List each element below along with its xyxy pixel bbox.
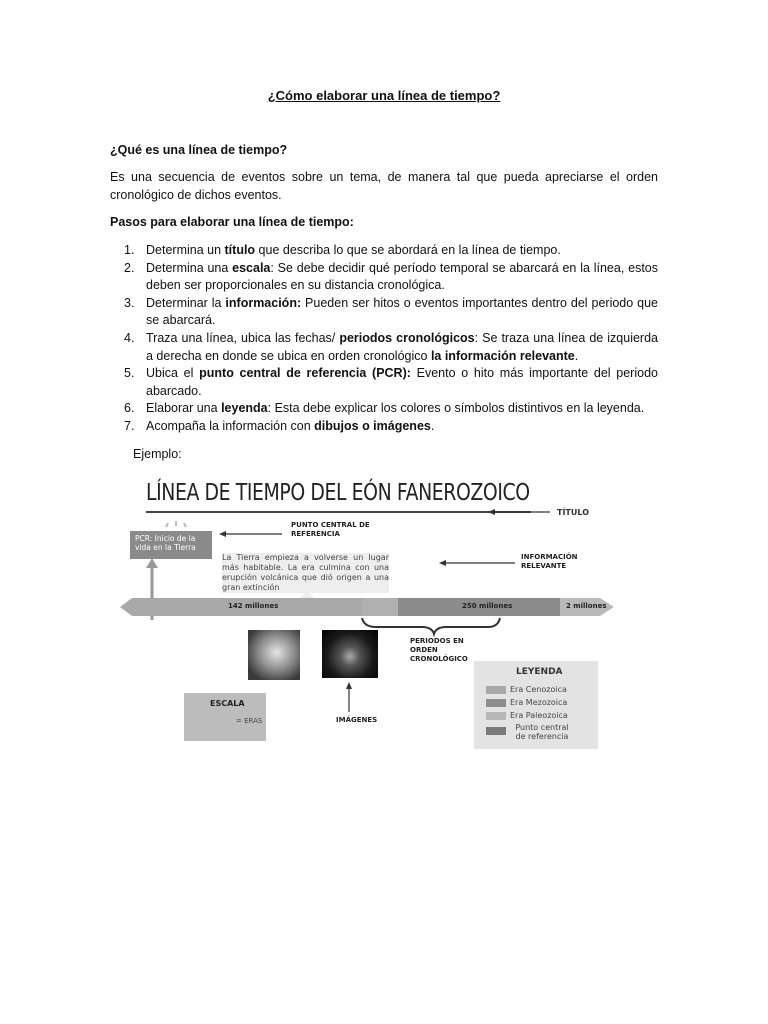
- step-item: 3. Determinar la información: Pueden ser hitos o eventos importantes dentro del periodo que se abarcará.: [124, 295, 658, 328]
- legend-swatch: [486, 686, 506, 694]
- volcano-image: [322, 630, 378, 678]
- legend-label: Era Paleozoica: [510, 711, 568, 720]
- pcr-box: PCR: Inicio de la vida en la Tierra: [130, 531, 212, 559]
- definition-paragraph: Es una secuencia de eventos sobre un tema, de manera tal que pueda apreciarse el orden cronológico de dichos eventos.: [110, 170, 658, 202]
- label-informacion: INFORMACIÓN RELEVANTE: [521, 553, 578, 570]
- legend-swatch: [486, 712, 506, 720]
- escala-title: ESCALA: [210, 699, 245, 708]
- label-pcr: PUNTO CENTRAL DE REFERENCIA: [291, 521, 370, 538]
- timeline-bar-gap: [362, 598, 398, 616]
- bar-label-2: 2 millones: [566, 602, 607, 610]
- legend-item: [486, 698, 596, 708]
- legend-label: Punto central de referencia: [515, 723, 569, 741]
- question-heading: ¿Qué es una línea de tiempo?: [110, 143, 288, 157]
- info-box: La Tierra empieza a volverse un lugar más habitable. La era culmina con una erupción volcánica que dió origen a una gran extinción: [222, 553, 389, 592]
- step-item: 6. Elaborar una leyenda: Esta debe explicar los colores o símbolos distintivos en la leyenda.: [124, 401, 645, 416]
- bar-label-250: 250 millones: [462, 602, 513, 610]
- step-item: 7. Acompaña la información con dibujos o imágenes.: [124, 418, 435, 433]
- legend-swatch: [486, 699, 506, 707]
- label-titulo: TÍTULO: [557, 508, 589, 517]
- bar-label-142: 142 millones: [228, 602, 279, 610]
- fossil-image: [248, 630, 300, 680]
- document-title: ¿Cómo elaborar una línea de tiempo?: [267, 88, 501, 103]
- example-label: Ejemplo:: [133, 447, 182, 461]
- legend-label: Era Cenozoica: [510, 685, 567, 694]
- step-item: 5. Ubica el punto central de referencia (PCR): Evento o hito más importante del periodo abarcado.: [124, 366, 658, 398]
- label-periodos: PERIODOS EN ORDEN CRONOLÓGICO: [410, 637, 468, 663]
- legend-swatch: [486, 727, 506, 735]
- step-item: 1. Determina un título que describa lo que se abordará en la línea de tiempo.: [124, 243, 561, 257]
- legend-box: [474, 661, 598, 749]
- step-item: 2. Determina una escala: Se debe decidir qué período temporal se abarcará en la línea, estos deben ser proporcionales en su distancia cronológica.: [124, 260, 658, 293]
- step-item: 4. Traza una línea, ubica las fechas/ periodos cronológicos: Se traza una línea de izquierda a derecha en donde se ubica en orden cronológico la información relevante.: [124, 330, 658, 363]
- legend-title: LEYENDA: [516, 667, 563, 677]
- timeline-title: LÍNEA DE TIEMPO DEL EÓN FANEROZOICO: [146, 480, 530, 506]
- legend-item: [486, 723, 596, 743]
- legend-label: Era Mezozoica: [510, 698, 568, 707]
- escala-box: [184, 693, 266, 741]
- escala-text: = ERAS: [236, 717, 263, 725]
- steps-heading: Pasos para elaborar una línea de tiempo:: [110, 215, 354, 229]
- label-imagenes: IMÁGENES: [336, 716, 378, 724]
- legend-item: [486, 711, 596, 721]
- legend-item: [486, 685, 596, 695]
